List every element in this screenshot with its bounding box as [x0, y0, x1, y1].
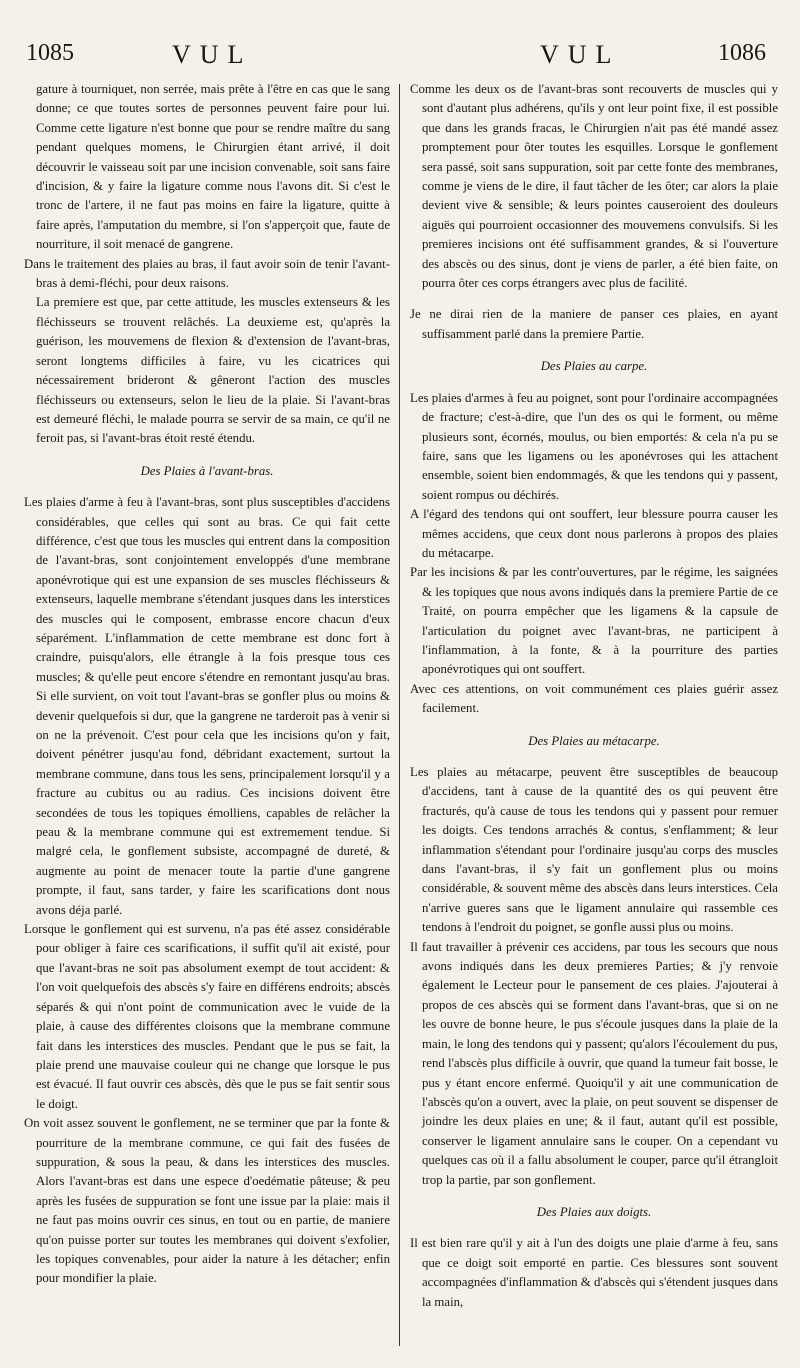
section-heading: Des Plaies au carpe. — [540, 359, 648, 374]
section-heading: Des Plaies au métacarpe. — [528, 733, 660, 748]
section-heading: Des Plaies à l'avant-bras. — [140, 463, 274, 478]
paragraph: Avec ces attentions, on voit communément ces plaies guérir assez facilement. — [410, 681, 778, 716]
paragraph: Dans le traitement des plaies au bras, il faut avoir soin de tenir l'avant-bras à demi-fléchi, pour deux raisons. — [24, 256, 390, 291]
running-title-right: VUL — [540, 40, 621, 69]
page-number-right: 1086 — [718, 40, 766, 66]
paragraph: Par les incisions & par les contr'ouvertures, par le régime, les saignées & les topiques que nous avons indiqués dans la premiere Partie de ce Traité, on pourra empêcher que les ligamens & la capsule de l'articulation du poignet avec l'avant-bras, ne participent à l'inflammation, à la fonte, & à la pourriture des parties aponévrotiques qui ont souffert. — [410, 565, 778, 677]
column-divider — [399, 84, 400, 1346]
paragraph: Lorsque le gonflement qui est survenu, n'a pas été assez considérable pour obliger à faire ces scarifications, il suffit qu'il ait existé, pour que l'avant-bras ne soit pas absolument exempt de tout accident: & l'on voit quelquefois des abscès s'y faire en différens endroits; abscès séparés & qui n'ont point de communication avec le vuide de la plaie, à cause des différentes cloisons que la membrane commune fait dans les interstices des muscles. Pendant que le pus se fait, la plaie prend une mauvaise couleur qui ne change que lorsque le pus est évacué. Il faut ouvrir ces abscès, dès que le pus se fait sentir sous le doigt. — [24, 922, 390, 1111]
paragraph: Je ne dirai rien de la maniere de panser ces plaies, en ayant suffisamment parlé dans la premiere Partie. — [410, 307, 778, 341]
paragraph: Comme les deux os de l'avant-bras sont recouverts de muscles qui y sont d'autant plus adhérens, qu'ils y ont leur point fixe, il est possible que dans les grands fracas, le Chirurgien n'ait pas été mandé assez promptement pour ôter toutes les esquilles. Lorsque le gonflement sera passé, soit sans suppuration, soit par cette fonte des membranes, comme je viens de le dire, il faut tâcher de les ôter; car alors la plaie devient vive & sensible; & leurs pointes causeroient des douleurs aiguës qui pourroient occasionner des mouvemens convulsifs. Si les premieres incisions ont été suffisamment grandes, & si l'ouverture des abscès ou des sinus, dont je viens de parler, a été bien faite, on pourra ôter ces corps étrangers avec plus de facilité. — [410, 82, 778, 291]
left-column — [24, 80, 390, 1348]
spacer — [410, 293, 778, 305]
paragraph: Les plaies d'armes à feu au poignet, sont pour l'ordinaire accompagnées de fracture; c'est-à-dire, que l'un des os qui le forment, ou même plusieurs sont, écornés, moulus, ou bien emportés: & cela n'a pu se faire, sans que les ligamens ou les aponévroses qui les attachent ensemble, soient bien endommagés, & que les tendons qui y passent, soient rompus ou déchirés. — [410, 390, 778, 502]
paragraph: Il faut travailler à prévenir ces accidens, par tous les secours que nous avons indiqués dans les deux premieres Parties; & j'y renvoie également le Lecteur pour le pansement de ces plaies. J'ajouterai à propos de ces abscès qui se forment dans l'avant-bras, que si on ne les ouvre de bonne heure, le pus s'écoule jusques dans la plaie de la main, le long des tendons qui y passent; qu'alors l'écoulement du pus, rend l'abscès plus difficile à ouvrir, que quand la tumeur fait bosse, le pus y étant encore enfermé. Quoiqu'il y ait une communication de l'abscès qu'on a ouvert, avec la plaie, on peut souvent se dispenser de joindre les deux plaies en une; & il faut, autant qu'il est possible, conserver le ligament annulaire sans le couper. On a cependant vu quelques cas où il a fallu absolument le couper, parce qu'il étrangloit trop la partie, par son gonflement. — [410, 939, 778, 1187]
paragraph: gature à tourniquet, non serrée, mais prête à l'être en cas que le sang donne; ce que toutes sortes de personnes peuvent faire pour lui. Comme cette ligature n'est bonne que pour se rendre maître du sang pendant quelques momens, le Chirurgien étant arrivé, il doit découvrir le vaisseau soit par une incision convenable, soit sans faire d'incision, & y faire la ligature comme nous l'avons dit. Si c'est le tronc de l'artere, il ne faut pas moins en faire la ligature, quitte à faire après, l'amputation du membre, si l'on s'apperçoit que, faute de nourriture, il soit menacé de gangrene. — [36, 82, 390, 252]
paragraph: Les plaies au métacarpe, peuvent être susceptibles de beaucoup d'accidens, tant à cause de la quantité des os qui peuvent être fracturés, qu'à cause de tous les tendons qui y passent pour remuer les doigts. Ces tendons arrachés & contus, s'enflamment; & leur inflammation s'étendant pour l'ordinaire jusqu'au corps des muscles dans l'avant-bras, il s'y fait un gonflement plus ou moins considérable, & souvent même des abscès dans leurs interstices. Cela n'arrive gueres sans que le ligament annulaire qui rassemble ces tendons à l'endroit du poignet, se gonfle aussi plus ou moins. — [410, 765, 778, 935]
running-title-left: VUL — [172, 40, 253, 69]
section-heading: Des Plaies aux doigts. — [536, 1204, 652, 1219]
page-number-left: 1085 — [26, 40, 74, 66]
paragraph: Il est bien rare qu'il y ait à l'un des doigts une plaie d'arme à feu, sans que ce doigt soit emporté en partie. Ces blessures sont souvent accompagnées d'inflammation & d'abscès qui s'étendent jusques dans la main, — [410, 1236, 778, 1309]
paragraph: Les plaies d'arme à feu à l'avant-bras, sont plus susceptibles d'accidens considérables, que celles qui sont au bras. Ce qui fait cette différence, c'est que tous les muscles qui entrent dans la composition de l'avant-bras, sont conjointement enveloppés d'une membrane aponévrotique qui est une expansion de ses muscles fléchisseurs & extenseurs, laquelle membrane s'étendant jusques dans les interstices des muscles qui le composent, embrasse encore chacun d'eux séparément. L'inflammation de cette membrane est donc fort à craindre, puisqu'alors, elle étrangle à la fois presque tous ces muscles; & qu'elle peut encore s'étendre en remontant jusqu'au bras. Si elle survient, on voit tout l'avant-bras se gonfler plus ou moins & devenir quelquefois si dur, que la gangrene ne tarderoit pas à venir si on ne la prévenoit. C'est pour cela que les incisions qu'on y fait, doivent pénétrer jusqu'au fond, débridant exactement, surtout la membrane commune, dans tous les sens, principalement lorsqu'il y a fracture au cubitus ou au radius. Ces incisions doivent être secondées de tous les topiques émolliens, capables de relâcher la peau & la membrane commune qui est extremement tendue. Si malgré cela, le gonflement subsiste, accompagné de dureté, & augmente au point de menacer toute la partie d'une gangrene prompte, il faut, sans tarder, y faire les scarifications dont nous avons déja parlé. — [24, 495, 390, 917]
paragraph: On voit assez souvent le gonflement, ne se terminer que par la fonte & pourriture de la membrane commune, ce qui fait des fusées de suppuration, & sous la peau, & dans les interstices des muscles. Alors l'avant-bras est dans une espece d'oedématie pâteuse; & peu après les fusées de suppuration se font une issue par la plaie: mais il ne faut pas moins ouvrir ces sinus, en tout ou en partie, de maniere qu'on puisse porter sur toutes les membranes qui doivent s'exfolier, les topiques convenables, pour aider la nature à les détacher; enfin pour mondifier la plaie. — [24, 1116, 390, 1286]
paragraph: A l'égard des tendons qui ont souffert, leur blessure pourra causer les mêmes accidens, que ceux dont nous parlerons à propos des plaies du métacarpe. — [410, 507, 778, 560]
right-column — [410, 80, 778, 1348]
paragraph: La premiere est que, par cette attitude, les muscles extenseurs & les fléchisseurs se trouvent relâchés. La deuxieme est, qu'après la guérison, les mouvemens de flexion & d'extension de l'avant-bras, seront longtems difficiles à faire, vu les cicatrices qui nécessairement brideront & gêneront l'action des muscles fléchisseurs ou extenseurs, selon le lieu de la plaie. Si l'avant-bras est demeuré fléchi, le malade pourra se servir de sa main, ce qu'il ne feroit pas, si l'avant-bras étoit resté étendu. — [36, 295, 390, 446]
